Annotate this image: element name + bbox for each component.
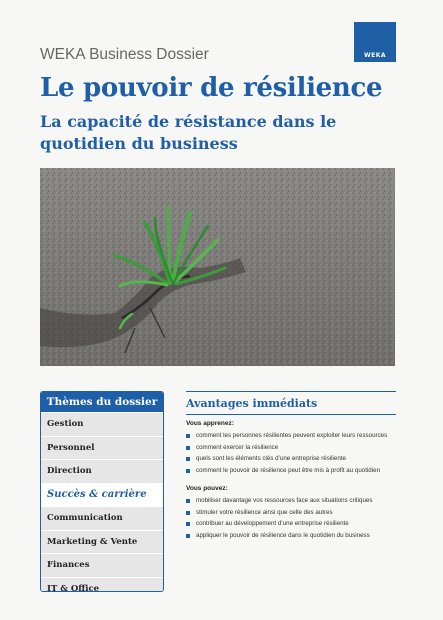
can-list xyxy=(186,495,401,541)
theme-item-personnel[interactable]: Personnel xyxy=(41,436,163,460)
bullet-square-icon xyxy=(186,434,190,438)
theme-item-finances[interactable]: Finances xyxy=(41,553,163,577)
theme-item-succes-carriere[interactable]: Succès & carrière xyxy=(41,483,163,507)
list-item-text: comment les personnes résilientes peuvent exploiter leurs ressources xyxy=(196,432,388,439)
advantages-heading: Avantages immédiats xyxy=(186,391,396,415)
list-item-text: stimuler votre résilience ainsi que celle des autres xyxy=(196,508,333,516)
list-item-text: quels sont les éléments clés d’une entreprise résiliente xyxy=(196,455,346,462)
bullet-square-icon xyxy=(186,511,190,515)
list-item-text: comment le pouvoir de résilience peut être mis à profit au quotidien xyxy=(196,466,381,474)
theme-item-direction[interactable]: Direction xyxy=(41,459,163,483)
list-item xyxy=(186,442,401,454)
bullet-square-icon xyxy=(186,446,190,450)
bullet-square-icon xyxy=(186,522,190,526)
learn-heading: Vous apprenez: xyxy=(186,420,234,427)
list-item xyxy=(186,495,401,507)
series-title: WEKA Business Dossier xyxy=(40,46,209,63)
weka-logo xyxy=(354,22,396,62)
theme-item-gestion[interactable]: Gestion xyxy=(41,412,163,436)
theme-item-it-office[interactable]: IT & Office xyxy=(41,577,163,593)
bullet-square-icon xyxy=(186,534,190,538)
list-item-text: contribuer au développement d’une entreprise résiliente xyxy=(196,520,349,527)
list-item xyxy=(186,507,401,519)
can-heading: Vous pouvez: xyxy=(186,485,228,492)
list-item xyxy=(186,518,401,530)
page-title: Le pouvoir de résilience xyxy=(40,73,383,103)
bullet-square-icon xyxy=(186,457,190,461)
list-item-text: comment exercer la résilience xyxy=(196,443,279,451)
themes-box xyxy=(40,391,164,592)
list-item-text: appliquer le pouvoir de résilience dans le quotidien du business xyxy=(196,531,370,539)
themes-heading: Thèmes du dossier xyxy=(41,392,163,412)
list-item-text: mobiliser davantage vos ressources face aux situations critiques xyxy=(196,497,373,504)
learn-list xyxy=(186,430,401,476)
logo-text: WEKA xyxy=(363,52,386,59)
theme-item-marketing-vente[interactable]: Marketing & Vente xyxy=(41,530,163,554)
page-subtitle: La capacité de résistance dans le quotidien du business xyxy=(40,112,337,153)
list-item xyxy=(186,430,401,442)
list-item xyxy=(186,465,401,477)
list-item xyxy=(186,530,401,542)
bullet-square-icon xyxy=(186,469,190,473)
list-item xyxy=(186,453,401,465)
bullet-square-icon xyxy=(186,499,190,503)
cover-photo-plant-in-asphalt xyxy=(40,168,395,366)
theme-item-communication[interactable]: Communication xyxy=(41,506,163,530)
